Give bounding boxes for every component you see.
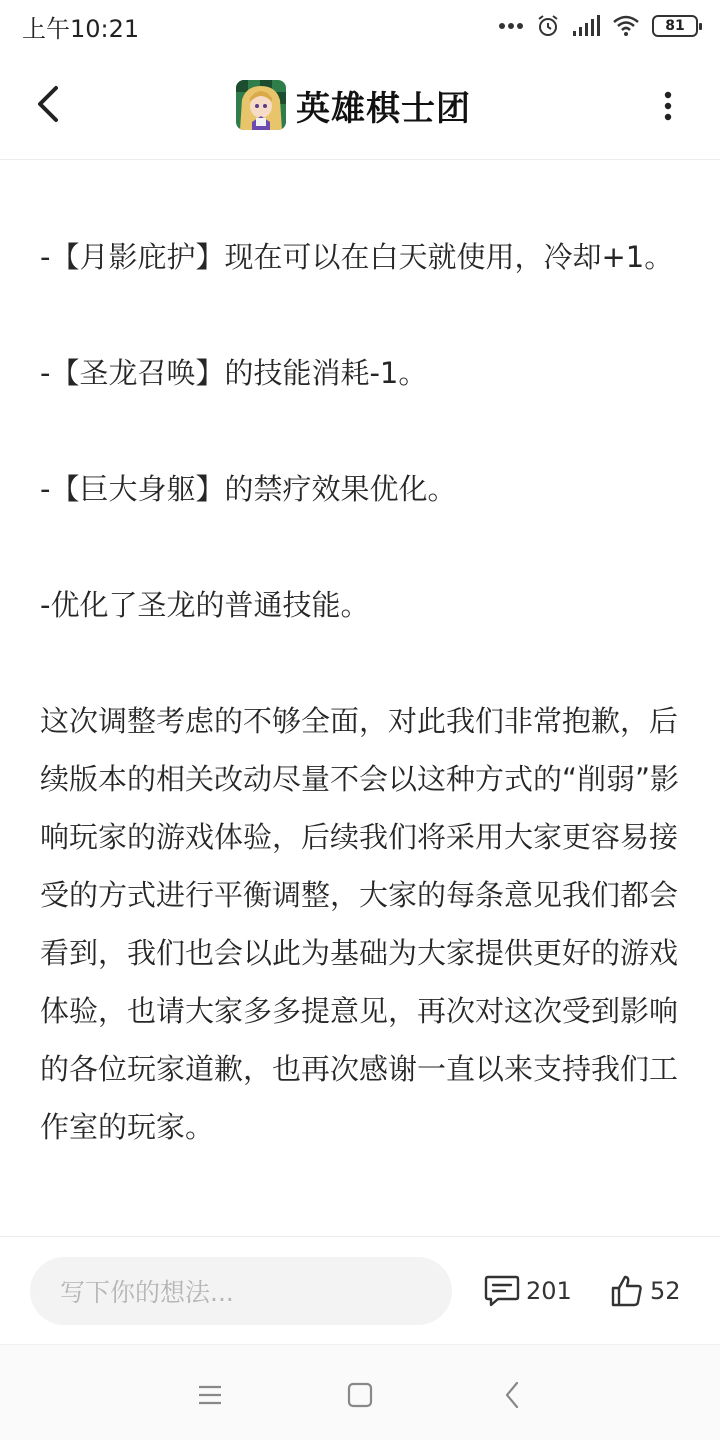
back-arrow-icon [34,84,62,124]
like-button[interactable] [610,1267,681,1315]
comment-count: 201 [526,1277,572,1305]
alarm-icon [536,14,560,38]
back-button[interactable] [20,76,76,132]
back-icon [504,1381,520,1409]
article-paragraph: -【月影庇护】现在可以在白天就使用，冷却+1。 [40,240,674,274]
more-dots-icon [498,22,524,30]
nav-home-button[interactable] [340,1375,380,1415]
status-bar [0,0,720,52]
app-bar [0,52,720,160]
article-paragraph: -优化了圣龙的普通技能。 [40,588,370,622]
comment-input[interactable] [30,1257,452,1325]
system-nav-bar [0,1344,720,1440]
more-button[interactable] [646,82,690,130]
like-count: 52 [650,1277,681,1305]
article-paragraph: -【圣龙召唤】的技能消耗-1。 [40,356,428,390]
thumbs-up-icon [610,1274,644,1308]
comment-placeholder: 写下你的想法... [60,1278,234,1307]
nav-menu-button[interactable] [190,1375,230,1415]
article-content [40,160,680,1236]
home-icon [347,1382,373,1408]
signal-icon [572,15,600,37]
menu-icon [198,1384,222,1406]
status-icons [498,14,698,38]
battery-icon: 81 [652,15,698,37]
app-logo [236,80,286,130]
page-title: 英雄棋士团 [296,88,471,129]
comment-bar [0,1236,720,1344]
nav-back-button[interactable] [492,1375,532,1415]
comment-count-button[interactable] [484,1267,572,1315]
title-group [236,80,471,130]
status-time: 上午10:21 [22,14,140,43]
more-vertical-icon [664,91,672,121]
article-paragraph: 这次调整考虑的不够全面，对此我们非常抱歉，后续版本的相关改动尽量不会以这种方式的“削弱”影响玩家的游戏体验，后续我们将采用大家更容易接受的方式进行平衡调整，大家的每条意见我们都会看到，我们也会以此为基础为大家提供更好的游戏体验，也请大家多多提意见，再次对这次受到影响的各位玩家道歉，也再次感谢一直以来支持我们工作室的玩家。 [40,704,680,1144]
comment-icon [484,1274,520,1308]
article-paragraph: -【巨大身躯】的禁疗效果优化。 [40,472,457,506]
wifi-icon [612,15,640,37]
